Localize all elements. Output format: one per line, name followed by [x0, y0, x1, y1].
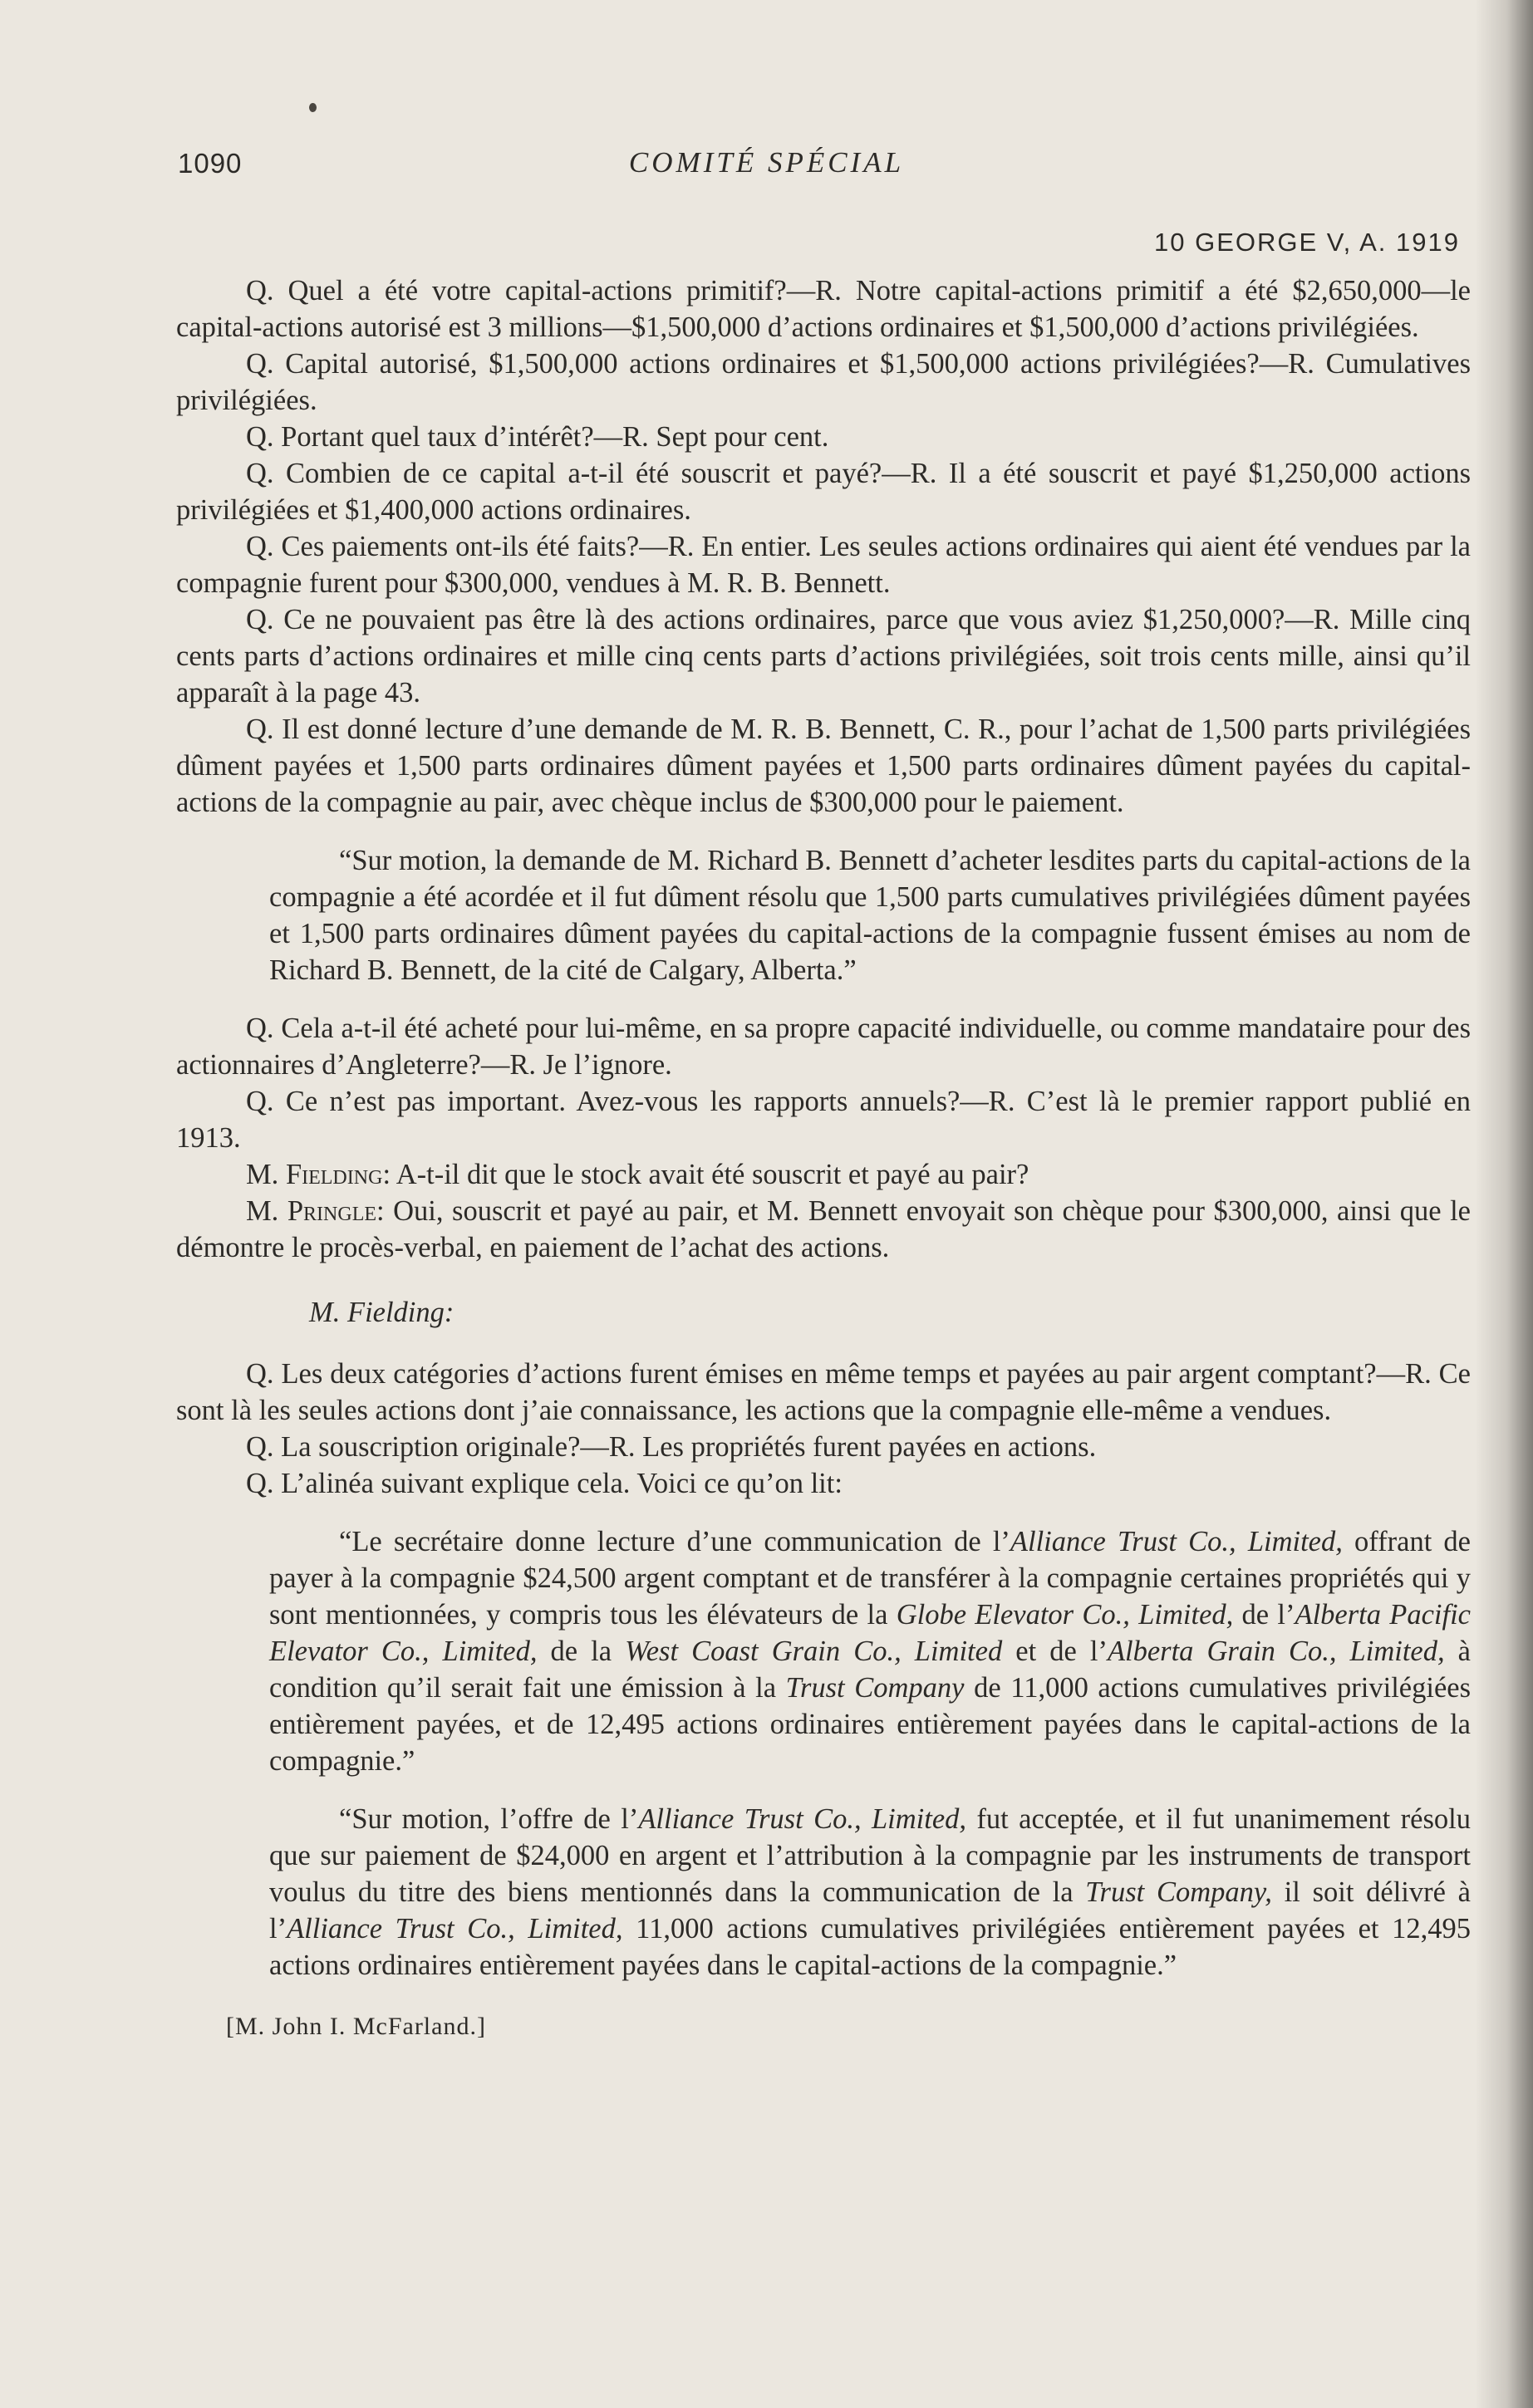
company-name: Alliance Trust Co., Limited,: [287, 1913, 623, 1945]
speaker-text: : Oui, souscrit et payé au pair, et M. Bennett envoyait son chèque pour $300,000, ainsi que le démontre le procès-verbal, en paiement de l’achat des actions.: [176, 1195, 1471, 1263]
paragraph: Q. Capital autorisé, $1,500,000 actions ordinaires et $1,500,000 actions privilégiées?—R. Cumulatives privilégiées.: [176, 348, 1471, 416]
paragraph: Q. L’alinéa suivant explique cela. Voici ce qu’on lit:: [246, 1468, 843, 1499]
paragraph: Q. Cela a-t-il été acheté pour lui-même, en sa propre capacité individuelle, ou comme mandataire pour des actionnaires d’Angleterre?—R. Je l’ignore.: [176, 1013, 1471, 1081]
quote-text: “Le secrétaire donne lecture d’une communication de l’: [339, 1526, 1010, 1557]
block-quote: “Sur motion, la demande de M. Richard B. Bennett d’acheter lesdites parts du capital-actions de la compagnie a été acordée et il fut dûment résolu que 1,500 parts cumulatives privilégiées dûment payées et 1,500 parts ordinaires dûment payées du capital-actions de la compagnie fussent émises au nom de Richard B. Bennett, de la cité de Calgary, Alberta.”: [269, 845, 1471, 986]
quote-text: 11,000 actions cumulatives privilégiées entièrement payées et 12,495 actions ordinaires entièrement payées dans le capital-actions de la compagnie.”: [269, 1913, 1472, 1981]
quote-text: offrant de payer à la compagnie $24,500 argent comptant et de transférer à la compagnie certaines propriétés qui y sont mentionnées, y compris tous les élévateurs de la: [269, 1526, 1471, 1631]
speaker-text: : A-t-il dit que le stock avait été souscrit et payé au pair?: [382, 1159, 1029, 1190]
paragraph: Q. Il est donné lecture d’une demande de M. R. B. Bennett, C. R., pour l’achat de 1,500 parts privilégiées dûment payées et 1,500 parts ordinaires dûment payées et 1,500 parts ordinaires dûment payées du capital-actions de la compagnie au pair, avec chèque inclus de $300,000 pour le paiement.: [176, 714, 1471, 818]
witness-note: [M. John I. McFarland.]: [226, 2013, 486, 2040]
paragraph: Q. Quel a été votre capital-actions primitif?—R. Notre capital-actions primitif a été $2,650,000—le capital-actions autorisé est 3 millions—$1,500,000 d’actions ordinaires et $1,500,000 d’actions privilégiées.: [176, 275, 1471, 343]
speaker-heading: M. Fielding:: [309, 1297, 454, 1328]
paragraph: Q. Ce n’est pas important. Avez-vous les rapports annuels?—R. C’est là le premier rapport publié en 1913.: [176, 1086, 1471, 1154]
running-title: COMITÉ SPÉCIAL: [628, 146, 905, 179]
company-name: Globe Elevator Co., Limited,: [896, 1599, 1234, 1631]
paragraph: Q. Les deux catégories d’actions furent émises en même temps et payées au pair argent comptant?—R. Ce sont là les seules actions dont j’aie connaissance, les actions que la compagnie elle-même a vendues.: [176, 1358, 1471, 1426]
quote-text: fut acceptée, et il fut unanimement résolu que sur paiement de $24,000 en argent et l’attribution à la compagnie par les instruments de transport voulus du titre des biens mentionnés dans la communication de la: [269, 1803, 1471, 1908]
speaker-prefix: M.: [246, 1159, 286, 1190]
paragraph: Q. Portant quel taux d’intérêt?—R. Sept pour cent.: [246, 421, 829, 453]
company-name: Alliance Trust Co., Limited,: [638, 1803, 967, 1835]
quote-text: “Sur motion, l’offre de l’: [339, 1803, 639, 1835]
speaker-name: Fielding: [285, 1159, 383, 1190]
speaker-prefix: M.: [246, 1195, 287, 1227]
quote-text: il soit délivré à l’: [269, 1876, 1471, 1945]
session-label: 10 GEORGE V, A. 1919: [1154, 228, 1460, 257]
block-quote: [269, 1801, 1471, 1984]
quote-text: de 11,000 actions cumulatives privilégiées entièrement payées, et de 12,495 actions ordinaires entièrement payées dans le capital-actions de la compagnie.”: [269, 1672, 1471, 1777]
speaker-name: Pringle: [287, 1195, 377, 1227]
company-name: Trust Company: [785, 1672, 965, 1704]
paragraph: Q. Ces paiements ont-ils été faits?—R. En entier. Les seules actions ordinaires qui aient été vendues par la compagnie furent pour $300,000, vendues à M. R. B. Bennett.: [176, 531, 1471, 599]
page-number: 1090: [178, 148, 243, 179]
company-name: Alliance Trust Co., Limited,: [1010, 1526, 1343, 1557]
block-quote: [269, 1523, 1471, 1779]
paper-speck: [309, 103, 317, 112]
company-name: Alberta Pacific Elevator Co., Limited,: [269, 1599, 1471, 1667]
quote-text: de la: [537, 1636, 626, 1667]
transcript-body: [176, 272, 1471, 2045]
speaker-line: [176, 1156, 1471, 1193]
company-name: Alberta Grain Co., Limited,: [1107, 1636, 1445, 1667]
paragraph: Q. La souscription originale?—R. Les propriétés furent payées en actions.: [246, 1431, 1097, 1463]
quote-text: de l’: [1233, 1599, 1295, 1631]
binding-shadow: [1475, 0, 1533, 2408]
paragraph: Q. Combien de ce capital a-t-il été souscrit et payé?—R. Il a été souscrit et payé $1,250,000 actions privilégiées et $1,400,000 actions ordinaires.: [176, 458, 1471, 526]
speaker-line: [176, 1193, 1471, 1266]
company-name: Trust Company,: [1085, 1876, 1272, 1908]
paragraph: Q. Ce ne pouvaient pas être là des actions ordinaires, parce que vous aviez $1,250,000?—R. Mille cinq cents parts d’actions ordinaires et mille cinq cents parts d’actions privilégiées, soit trois cents mille, ainsi qu’il apparaît à la page 43.: [176, 604, 1471, 709]
quote-text: à condition qu’il serait fait une émission à la: [269, 1636, 1471, 1704]
quote-text: et de l’: [1002, 1636, 1108, 1667]
company-name: West Coast Grain Co., Limited: [625, 1636, 1003, 1667]
